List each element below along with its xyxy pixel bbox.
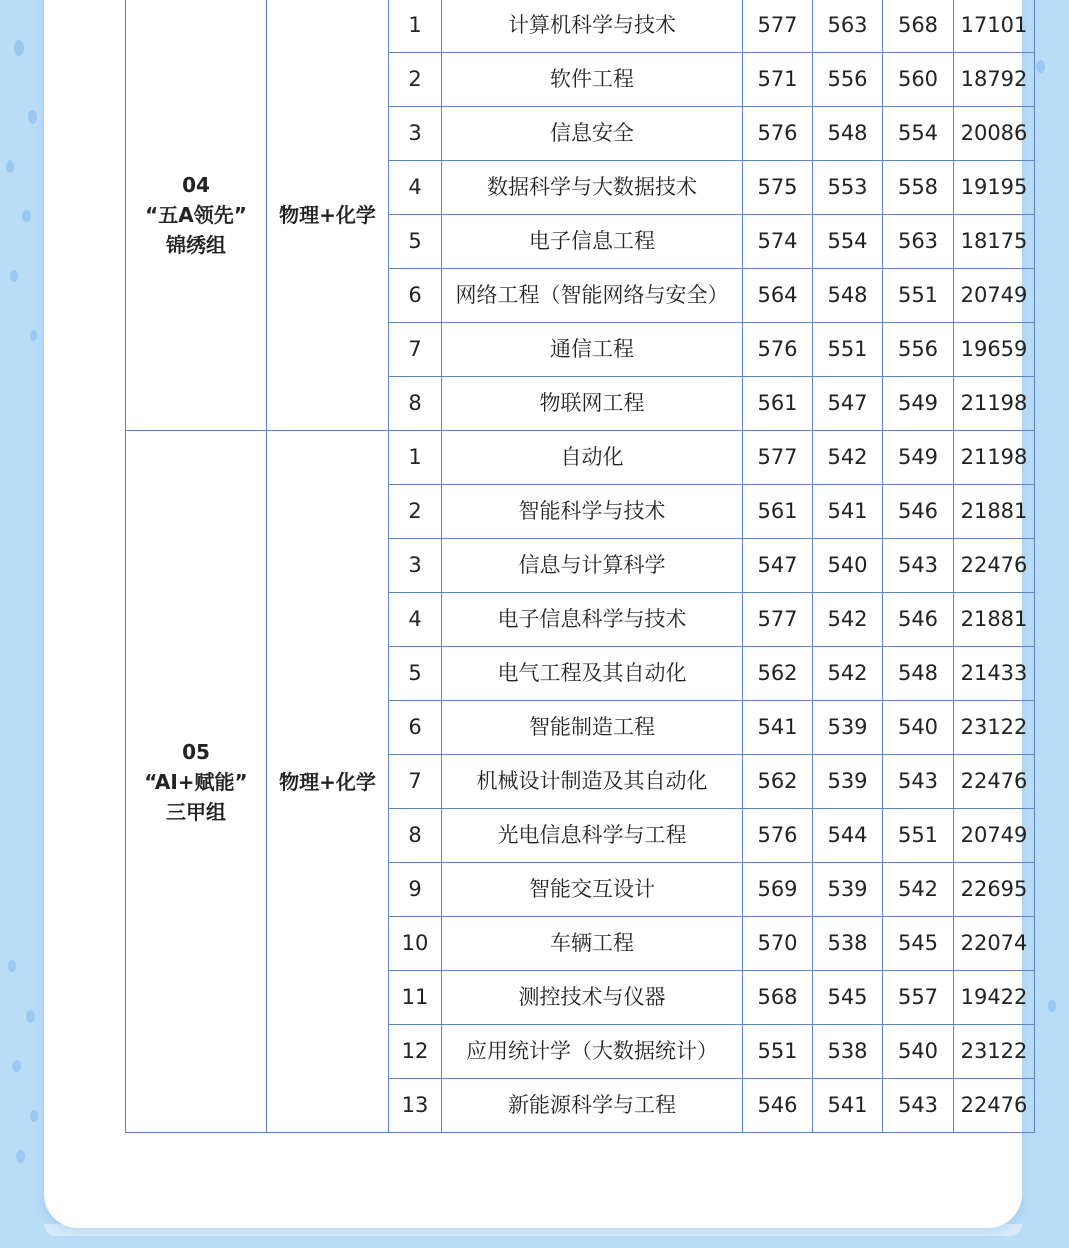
min-rank-cell: 18175 [954,215,1035,269]
max-score-cell: 576 [743,809,813,863]
min-score-cell: 541 [813,1079,883,1133]
group-name: “五A领先” [145,202,247,227]
min-rank-cell: 21881 [954,593,1035,647]
min-rank-cell: 20749 [954,269,1035,323]
avg-score-cell: 542 [883,863,954,917]
avg-score-cell: 560 [883,53,954,107]
major-name-cell: 新能源科学与工程 [442,1079,743,1133]
min-score-cell: 547 [813,377,883,431]
row-number-cell: 2 [389,53,442,107]
row-number-cell: 8 [389,809,442,863]
row-number-cell: 12 [389,1025,442,1079]
min-score-cell: 540 [813,539,883,593]
max-score-cell: 546 [743,1079,813,1133]
row-number-cell: 1 [389,431,442,485]
content-card [44,0,1028,1228]
major-name-cell: 智能制造工程 [442,701,743,755]
min-rank-cell: 22695 [954,863,1035,917]
row-number-cell: 10 [389,917,442,971]
avg-score-cell: 551 [883,269,954,323]
min-score-cell: 538 [813,1025,883,1079]
avg-score-cell: 554 [883,107,954,161]
major-name-cell: 物联网工程 [442,377,743,431]
major-name-cell: 电子信息科学与技术 [442,593,743,647]
avg-score-cell: 540 [883,1025,954,1079]
avg-score-cell: 557 [883,971,954,1025]
row-number-cell: 2 [389,485,442,539]
group-name-cell [126,0,267,431]
max-score-cell: 574 [743,215,813,269]
major-name-cell: 信息安全 [442,107,743,161]
min-rank-cell: 23122 [954,1025,1035,1079]
avg-score-cell: 545 [883,917,954,971]
min-rank-cell: 21433 [954,647,1035,701]
min-rank-cell: 21198 [954,377,1035,431]
major-name-cell: 智能科学与技术 [442,485,743,539]
min-score-cell: 541 [813,485,883,539]
group-code: 05 [182,739,210,764]
avg-score-cell: 551 [883,809,954,863]
major-name-cell: 光电信息科学与工程 [442,809,743,863]
max-score-cell: 577 [743,593,813,647]
min-rank-cell: 21198 [954,431,1035,485]
min-rank-cell: 19422 [954,971,1035,1025]
major-name-cell: 自动化 [442,431,743,485]
avg-score-cell: 549 [883,431,954,485]
subject-requirement-cell: 物理+化学 [267,431,389,1133]
max-score-cell: 561 [743,377,813,431]
max-score-cell: 569 [743,863,813,917]
avg-score-cell: 546 [883,485,954,539]
min-score-cell: 539 [813,701,883,755]
max-score-cell: 576 [743,323,813,377]
min-score-cell: 539 [813,863,883,917]
avg-score-cell: 543 [883,539,954,593]
min-rank-cell: 20086 [954,107,1035,161]
avg-score-cell: 543 [883,1079,954,1133]
max-score-cell: 575 [743,161,813,215]
min-rank-cell: 22476 [954,539,1035,593]
avg-score-cell: 558 [883,161,954,215]
major-name-cell: 车辆工程 [442,917,743,971]
major-name-cell: 通信工程 [442,323,743,377]
row-number-cell: 7 [389,755,442,809]
major-name-cell: 网络工程（智能网络与安全） [442,269,743,323]
max-score-cell: 570 [743,917,813,971]
row-number-cell: 7 [389,323,442,377]
min-score-cell: 544 [813,809,883,863]
min-score-cell: 539 [813,755,883,809]
avg-score-cell: 549 [883,377,954,431]
major-name-cell: 信息与计算科学 [442,539,743,593]
max-score-cell: 562 [743,755,813,809]
min-score-cell: 554 [813,215,883,269]
min-score-cell: 548 [813,269,883,323]
avg-score-cell: 540 [883,701,954,755]
row-number-cell: 5 [389,647,442,701]
min-rank-cell: 19195 [954,161,1035,215]
min-score-cell: 556 [813,53,883,107]
max-score-cell: 564 [743,269,813,323]
row-number-cell: 9 [389,863,442,917]
row-number-cell: 3 [389,107,442,161]
max-score-cell: 562 [743,647,813,701]
row-number-cell: 4 [389,593,442,647]
min-score-cell: 551 [813,323,883,377]
group-suffix: 三甲组 [166,799,226,824]
admission-score-table [125,0,1035,1133]
major-name-cell: 机械设计制造及其自动化 [442,755,743,809]
max-score-cell: 551 [743,1025,813,1079]
major-name-cell: 电子信息工程 [442,215,743,269]
max-score-cell: 577 [743,0,813,53]
max-score-cell: 576 [743,107,813,161]
max-score-cell: 541 [743,701,813,755]
table-row [126,0,1035,53]
min-score-cell: 545 [813,971,883,1025]
min-rank-cell: 17101 [954,0,1035,53]
group-code: 04 [182,172,210,197]
avg-score-cell: 546 [883,593,954,647]
min-rank-cell: 18792 [954,53,1035,107]
group-name: “AI+赋能” [144,769,248,794]
major-name-cell: 电气工程及其自动化 [442,647,743,701]
max-score-cell: 568 [743,971,813,1025]
row-number-cell: 5 [389,215,442,269]
max-score-cell: 571 [743,53,813,107]
row-number-cell: 1 [389,0,442,53]
min-score-cell: 542 [813,593,883,647]
row-number-cell: 3 [389,539,442,593]
subject-requirement-cell: 物理+化学 [267,0,389,431]
min-rank-cell: 22074 [954,917,1035,971]
max-score-cell: 577 [743,431,813,485]
row-number-cell: 11 [389,971,442,1025]
max-score-cell: 561 [743,485,813,539]
row-number-cell: 6 [389,269,442,323]
major-name-cell: 软件工程 [442,53,743,107]
max-score-cell: 547 [743,539,813,593]
major-name-cell: 测控技术与仪器 [442,971,743,1025]
row-number-cell: 4 [389,161,442,215]
group-name-cell [126,431,267,1133]
avg-score-cell: 568 [883,0,954,53]
min-score-cell: 542 [813,647,883,701]
min-score-cell: 563 [813,0,883,53]
min-rank-cell: 19659 [954,323,1035,377]
row-number-cell: 8 [389,377,442,431]
major-name-cell: 应用统计学（大数据统计） [442,1025,743,1079]
major-name-cell: 数据科学与大数据技术 [442,161,743,215]
min-rank-cell: 21881 [954,485,1035,539]
min-score-cell: 553 [813,161,883,215]
avg-score-cell: 563 [883,215,954,269]
min-score-cell: 538 [813,917,883,971]
group-suffix: 锦绣组 [166,232,226,257]
min-rank-cell: 23122 [954,701,1035,755]
min-rank-cell: 22476 [954,755,1035,809]
table-row [126,431,1035,485]
min-score-cell: 542 [813,431,883,485]
min-rank-cell: 20749 [954,809,1035,863]
major-name-cell: 智能交互设计 [442,863,743,917]
avg-score-cell: 556 [883,323,954,377]
row-number-cell: 13 [389,1079,442,1133]
major-name-cell: 计算机科学与技术 [442,0,743,53]
min-score-cell: 548 [813,107,883,161]
avg-score-cell: 543 [883,755,954,809]
min-rank-cell: 22476 [954,1079,1035,1133]
row-number-cell: 6 [389,701,442,755]
avg-score-cell: 548 [883,647,954,701]
